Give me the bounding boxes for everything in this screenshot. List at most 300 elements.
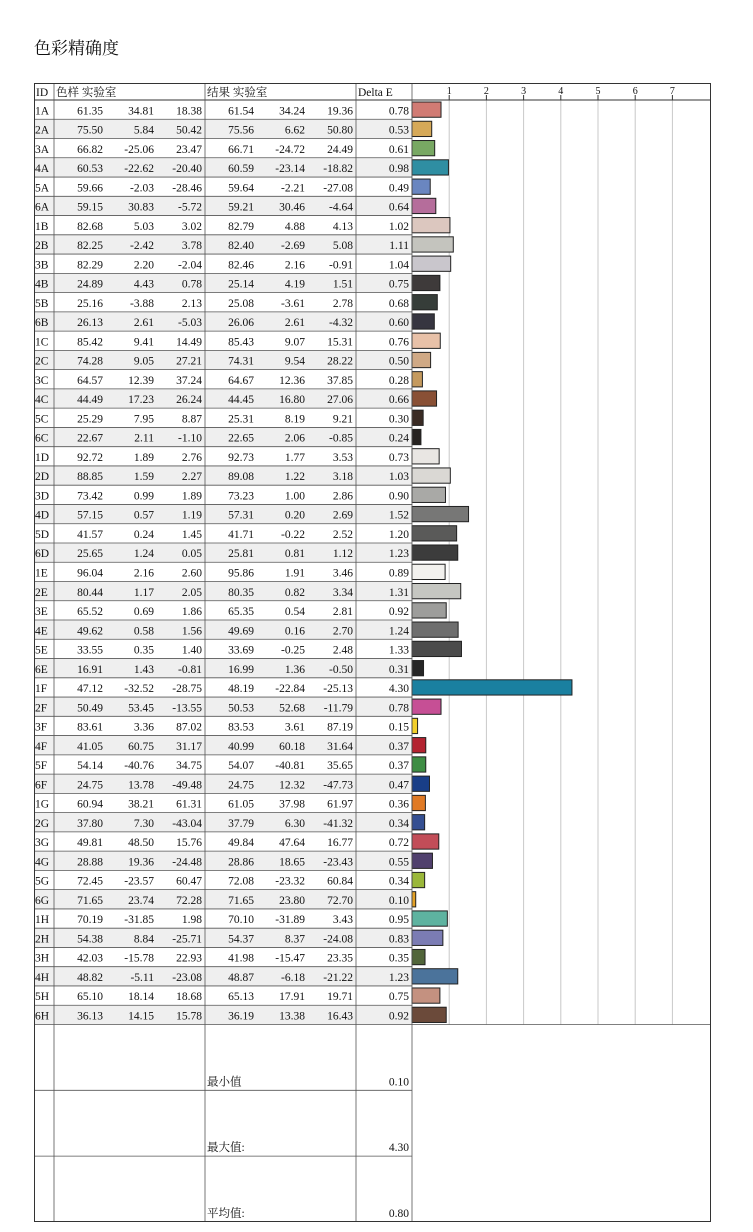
sample-lab-value: 9.05 xyxy=(133,355,154,368)
delta-e-bar xyxy=(412,237,453,252)
delta-e-value: 0.75 xyxy=(388,991,409,1004)
delta-e-value: 1.20 xyxy=(388,528,409,541)
sample-lab-value: -13.55 xyxy=(172,702,202,715)
result-lab-value: 72.08 xyxy=(228,875,254,888)
sample-lab-value: 2.05 xyxy=(181,586,202,599)
delta-e-value: 0.15 xyxy=(388,721,409,734)
sample-lab-value: -23.08 xyxy=(172,971,202,984)
sample-lab-value: 87.02 xyxy=(176,721,202,734)
result-lab-value: 9.21 xyxy=(332,413,353,426)
delta-e-bar xyxy=(412,121,432,136)
result-lab-value: 47.64 xyxy=(279,837,305,850)
delta-e-bar xyxy=(412,564,445,579)
row-id: 3C xyxy=(35,374,49,387)
delta-e-bar xyxy=(412,641,461,656)
sample-lab-value: 3.36 xyxy=(133,721,154,734)
sample-lab-value: 30.83 xyxy=(128,201,154,214)
result-lab-value: 3.53 xyxy=(332,451,353,464)
result-lab-value: 61.05 xyxy=(228,798,254,811)
row-id: 4F xyxy=(35,740,48,753)
result-lab-value: 49.69 xyxy=(228,625,254,638)
row-id: 1E xyxy=(35,567,48,580)
result-lab-value: 27.06 xyxy=(327,394,353,407)
result-lab-value: 2.52 xyxy=(332,528,353,541)
delta-e-value: 0.47 xyxy=(388,779,409,792)
sample-lab-value: 7.30 xyxy=(133,817,154,830)
sample-lab-value: 22.93 xyxy=(176,952,202,965)
sample-lab-value: -25.06 xyxy=(124,143,154,156)
result-lab-value: 3.46 xyxy=(332,567,353,580)
delta-e-value: 0.60 xyxy=(388,317,409,330)
header-result-lab: 结果 实验室 xyxy=(207,87,268,99)
delta-e-bar xyxy=(412,680,572,695)
delta-e-value: 1.03 xyxy=(388,471,409,484)
row-id: 6A xyxy=(35,201,50,214)
sample-lab-value: 1.45 xyxy=(181,528,202,541)
delta-e-bar xyxy=(412,487,445,502)
summary-value: 4.30 xyxy=(388,1142,409,1155)
result-lab-value: 12.32 xyxy=(279,779,305,792)
delta-e-bar xyxy=(412,969,458,984)
sample-lab-value: 0.24 xyxy=(133,528,154,541)
sample-lab-value: 14.49 xyxy=(176,336,202,349)
sample-lab-value: 74.28 xyxy=(77,355,103,368)
sample-lab-value: 15.76 xyxy=(176,837,202,850)
result-lab-value: 25.31 xyxy=(228,413,254,426)
delta-e-bar xyxy=(412,333,440,348)
sample-lab-value: 88.85 xyxy=(77,471,103,484)
sample-lab-value: 60.53 xyxy=(77,163,103,176)
sample-lab-value: 1.86 xyxy=(181,606,202,619)
sample-lab-value: 83.61 xyxy=(77,721,103,734)
row-id: 4C xyxy=(35,394,49,407)
delta-e-value: 1.33 xyxy=(388,644,409,657)
sample-lab-value: 18.14 xyxy=(128,991,154,1004)
sample-lab-value: 0.05 xyxy=(181,548,202,561)
delta-e-value: 0.64 xyxy=(388,201,409,214)
result-lab-value: 82.46 xyxy=(228,259,254,272)
delta-e-bar xyxy=(412,198,436,213)
delta-e-value: 0.76 xyxy=(388,336,409,349)
sample-lab-value: 72.45 xyxy=(77,875,103,888)
result-lab-value: 64.67 xyxy=(228,374,254,387)
result-lab-value: 48.87 xyxy=(228,971,254,984)
sample-lab-value: 4.43 xyxy=(133,278,154,291)
sample-lab-value: 1.98 xyxy=(181,914,202,927)
row-id: 1D xyxy=(35,451,50,464)
row-id: 5G xyxy=(35,875,50,888)
delta-e-bar xyxy=(412,988,440,1003)
delta-e-bar xyxy=(412,410,423,425)
result-lab-value: 35.65 xyxy=(327,760,353,773)
result-lab-value: 0.81 xyxy=(284,548,305,561)
delta-e-bar xyxy=(412,506,469,521)
sample-lab-value: -2.03 xyxy=(130,182,154,195)
delta-e-value: 0.61 xyxy=(388,143,409,156)
result-lab-value: 16.80 xyxy=(279,394,305,407)
row-id: 5F xyxy=(35,760,48,773)
summary-label: 最大值: xyxy=(207,1142,245,1155)
result-lab-value: 73.23 xyxy=(228,490,254,503)
result-lab-value: 28.22 xyxy=(327,355,353,368)
sample-lab-value: 5.03 xyxy=(133,220,154,233)
result-lab-value: 0.20 xyxy=(284,509,305,522)
result-lab-value: 2.81 xyxy=(332,606,353,619)
row-id: 4A xyxy=(35,163,50,176)
sample-lab-value: 38.21 xyxy=(128,798,154,811)
result-lab-value: 71.65 xyxy=(228,894,254,907)
sample-lab-value: 70.19 xyxy=(77,914,103,927)
result-lab-value: 61.54 xyxy=(228,105,254,118)
delta-e-value: 0.98 xyxy=(388,163,409,176)
sample-lab-value: -0.81 xyxy=(178,663,202,676)
sample-lab-value: 13.78 xyxy=(128,779,154,792)
sample-lab-value: -40.76 xyxy=(124,760,154,773)
result-lab-value: 54.37 xyxy=(228,933,254,946)
delta-e-value: 0.83 xyxy=(388,933,409,946)
sample-lab-value: 1.59 xyxy=(133,471,154,484)
delta-e-value: 1.31 xyxy=(388,586,409,599)
result-lab-value: 80.35 xyxy=(228,586,254,599)
result-lab-value: -22.84 xyxy=(275,683,305,696)
delta-e-value: 0.75 xyxy=(388,278,409,291)
row-id: 1F xyxy=(35,683,48,696)
delta-e-bar xyxy=(412,699,441,714)
sample-lab-value: 1.24 xyxy=(133,548,154,561)
sample-lab-value: 12.39 xyxy=(128,374,154,387)
sample-lab-value: 1.89 xyxy=(133,451,154,464)
delta-e-chart xyxy=(34,83,711,1222)
result-lab-value: 25.08 xyxy=(228,297,254,310)
sample-lab-value: 27.21 xyxy=(176,355,202,368)
sample-lab-value: -5.11 xyxy=(130,971,154,984)
result-lab-value: 40.99 xyxy=(228,740,254,753)
sample-lab-value: 50.49 xyxy=(77,702,103,715)
result-lab-value: 4.88 xyxy=(284,220,305,233)
result-lab-value: 74.31 xyxy=(228,355,254,368)
result-lab-value: -31.89 xyxy=(275,914,305,927)
delta-e-value: 1.52 xyxy=(388,509,409,522)
delta-e-bar xyxy=(412,834,439,849)
sample-lab-value: 24.75 xyxy=(77,779,103,792)
header-id: ID xyxy=(36,87,49,99)
result-lab-value: 44.45 xyxy=(228,394,254,407)
delta-e-bar xyxy=(412,141,435,156)
sample-lab-value: 22.67 xyxy=(77,432,103,445)
row-id: 2H xyxy=(35,933,50,946)
result-lab-value: 4.19 xyxy=(284,278,305,291)
sample-lab-value: 0.78 xyxy=(181,278,202,291)
row-id: 6D xyxy=(35,548,50,561)
result-lab-value: -25.13 xyxy=(323,683,353,696)
result-lab-value: 2.48 xyxy=(332,644,353,657)
sample-lab-value: 82.25 xyxy=(77,240,103,253)
result-lab-value: -4.64 xyxy=(329,201,353,214)
result-lab-value: 23.80 xyxy=(279,894,305,907)
sample-lab-value: 53.45 xyxy=(128,702,154,715)
row-id: 2D xyxy=(35,471,50,484)
summary-value: 0.80 xyxy=(388,1208,409,1220)
result-lab-value: 16.77 xyxy=(327,837,353,850)
result-lab-value: 70.10 xyxy=(228,914,254,927)
axis-tick-label: 6 xyxy=(632,86,638,97)
row-id: 2A xyxy=(35,124,50,137)
delta-e-bar xyxy=(412,275,440,290)
delta-e-bar xyxy=(412,526,457,541)
delta-e-value: 1.23 xyxy=(388,548,409,561)
sample-lab-value: 25.16 xyxy=(77,297,103,310)
delta-e-bar xyxy=(412,545,458,560)
result-lab-value: 3.43 xyxy=(332,914,353,927)
sample-lab-value: 31.17 xyxy=(176,740,202,753)
page-title: 色彩精确度 xyxy=(34,39,119,59)
row-id: 3A xyxy=(35,143,50,156)
delta-e-value: 1.11 xyxy=(389,240,409,253)
delta-e-value: 0.66 xyxy=(388,394,409,407)
delta-e-value: 0.90 xyxy=(388,490,409,503)
delta-e-value: 0.92 xyxy=(388,1010,409,1023)
sample-lab-value: 60.94 xyxy=(77,798,103,811)
result-lab-value: 41.98 xyxy=(228,952,254,965)
delta-e-value: 1.02 xyxy=(388,220,409,233)
delta-e-value: 0.78 xyxy=(388,702,409,715)
result-lab-value: -23.43 xyxy=(323,856,353,869)
result-lab-value: 3.34 xyxy=(332,586,353,599)
result-lab-value: -4.32 xyxy=(329,317,353,330)
result-lab-value: 92.73 xyxy=(228,451,254,464)
result-lab-value: 59.64 xyxy=(228,182,254,195)
result-lab-value: -24.72 xyxy=(275,143,305,156)
sample-lab-value: 61.35 xyxy=(77,105,103,118)
result-lab-value: 50.53 xyxy=(228,702,254,715)
sample-lab-value: -5.72 xyxy=(178,201,202,214)
result-lab-value: 60.59 xyxy=(228,163,254,176)
delta-e-bar xyxy=(412,892,416,907)
sample-lab-value: 18.68 xyxy=(176,991,202,1004)
sample-lab-value: 64.57 xyxy=(77,374,103,387)
sample-lab-value: 7.95 xyxy=(133,413,154,426)
delta-e-bar xyxy=(412,1007,446,1022)
result-lab-value: -0.25 xyxy=(281,644,305,657)
result-lab-value: 2.78 xyxy=(332,297,353,310)
sample-lab-value: 19.36 xyxy=(128,856,154,869)
result-lab-value: -0.85 xyxy=(329,432,353,445)
axis-tick-label: 5 xyxy=(595,86,601,97)
row-id: 3G xyxy=(35,837,50,850)
result-lab-value: 26.06 xyxy=(228,317,254,330)
sample-lab-value: 96.04 xyxy=(77,567,103,580)
delta-e-value: 0.35 xyxy=(388,952,409,965)
result-lab-value: 2.86 xyxy=(332,490,353,503)
sample-lab-value: 2.11 xyxy=(134,432,154,445)
result-lab-value: 65.35 xyxy=(228,606,254,619)
row-id: 3B xyxy=(35,259,49,272)
delta-e-bar xyxy=(412,661,424,676)
sample-lab-value: 61.31 xyxy=(176,798,202,811)
sample-lab-value: -43.04 xyxy=(172,817,202,830)
result-lab-value: 60.18 xyxy=(279,740,305,753)
sample-lab-value: -49.48 xyxy=(172,779,202,792)
result-lab-value: 1.36 xyxy=(284,663,305,676)
result-lab-value: 85.43 xyxy=(228,336,254,349)
sample-lab-value: 3.02 xyxy=(181,220,202,233)
result-lab-value: 37.79 xyxy=(228,817,254,830)
result-lab-value: 23.35 xyxy=(327,952,353,965)
delta-e-bar xyxy=(412,795,425,810)
row-id: 3F xyxy=(35,721,48,734)
row-id: 1A xyxy=(35,105,50,118)
sample-lab-value: -23.57 xyxy=(124,875,154,888)
sample-lab-value: -22.62 xyxy=(124,163,154,176)
row-id: 6F xyxy=(35,779,48,792)
delta-e-bar xyxy=(412,776,429,791)
axis-tick-label: 2 xyxy=(483,86,489,97)
result-lab-value: 2.69 xyxy=(332,509,353,522)
result-lab-value: 52.68 xyxy=(279,702,305,715)
sample-lab-value: 1.43 xyxy=(133,663,154,676)
sample-lab-value: 1.56 xyxy=(181,625,202,638)
row-id: 2B xyxy=(35,240,49,253)
row-id: 5H xyxy=(35,991,50,1004)
result-lab-value: 0.54 xyxy=(284,606,305,619)
summary-label: 最小值 xyxy=(207,1076,242,1089)
row-id: 5E xyxy=(35,644,48,657)
result-lab-value: 13.38 xyxy=(279,1010,305,1023)
result-lab-value: 65.13 xyxy=(228,991,254,1004)
sample-lab-value: 2.27 xyxy=(181,471,202,484)
sample-lab-value: 25.29 xyxy=(77,413,103,426)
sample-lab-value: 14.15 xyxy=(128,1010,154,1023)
row-id: 5A xyxy=(35,182,50,195)
result-lab-value: 87.19 xyxy=(327,721,353,734)
result-lab-value: -6.18 xyxy=(281,971,305,984)
sample-lab-value: 33.55 xyxy=(77,644,103,657)
sample-lab-value: 80.44 xyxy=(77,586,103,599)
sample-lab-value: 71.65 xyxy=(77,894,103,907)
sample-lab-value: 16.91 xyxy=(77,663,103,676)
delta-e-bar xyxy=(412,930,443,945)
row-id: 4G xyxy=(35,856,50,869)
result-lab-value: 0.16 xyxy=(284,625,305,638)
sample-lab-value: 17.23 xyxy=(128,394,154,407)
result-lab-value: -0.22 xyxy=(281,528,305,541)
result-lab-value: 8.37 xyxy=(284,933,305,946)
sample-lab-value: 8.87 xyxy=(181,413,202,426)
row-id: 4B xyxy=(35,278,49,291)
delta-e-bar xyxy=(412,102,441,117)
result-lab-value: -0.91 xyxy=(329,259,353,272)
sample-lab-value: 2.16 xyxy=(133,567,154,580)
delta-e-bar xyxy=(412,352,431,367)
result-lab-value: 59.21 xyxy=(228,201,254,214)
delta-e-bar xyxy=(412,295,437,310)
delta-e-bar xyxy=(412,218,450,233)
axis-tick-label: 1 xyxy=(446,86,452,97)
row-id: 5B xyxy=(35,297,49,310)
row-id: 1B xyxy=(35,220,49,233)
sample-lab-value: 37.80 xyxy=(77,817,103,830)
delta-e-bar xyxy=(412,391,437,406)
sample-lab-value: -31.85 xyxy=(124,914,154,927)
result-lab-value: 19.36 xyxy=(327,105,353,118)
result-lab-value: 16.43 xyxy=(327,1010,353,1023)
sample-lab-value: 59.66 xyxy=(77,182,103,195)
sample-lab-value: 48.82 xyxy=(77,971,103,984)
result-lab-value: -27.08 xyxy=(323,182,353,195)
result-lab-value: 1.00 xyxy=(284,490,305,503)
row-id: 6G xyxy=(35,894,50,907)
result-lab-value: 2.16 xyxy=(284,259,305,272)
delta-e-value: 0.49 xyxy=(388,182,409,195)
sample-lab-value: 34.81 xyxy=(128,105,154,118)
sample-lab-value: 0.99 xyxy=(133,490,154,503)
sample-lab-value: 72.28 xyxy=(176,894,202,907)
delta-e-bar xyxy=(412,584,461,599)
sample-lab-value: -28.75 xyxy=(172,683,202,696)
sample-lab-value: 34.75 xyxy=(176,760,202,773)
result-lab-value: 61.97 xyxy=(327,798,353,811)
sample-lab-value: -20.40 xyxy=(172,163,202,176)
delta-e-value: 0.89 xyxy=(388,567,409,580)
sample-lab-value: 5.84 xyxy=(133,124,154,137)
delta-e-value: 1.23 xyxy=(388,971,409,984)
sample-lab-value: 1.40 xyxy=(181,644,202,657)
sample-lab-value: 92.72 xyxy=(77,451,103,464)
sample-lab-value: 37.24 xyxy=(176,374,202,387)
result-lab-value: 49.84 xyxy=(228,837,254,850)
result-lab-value: -23.14 xyxy=(275,163,305,176)
row-id: 2E xyxy=(35,586,48,599)
sample-lab-value: -32.52 xyxy=(124,683,154,696)
result-lab-value: 50.80 xyxy=(327,124,353,137)
delta-e-bar xyxy=(412,718,418,733)
sample-lab-value: 2.61 xyxy=(133,317,154,330)
sample-lab-value: 44.49 xyxy=(77,394,103,407)
result-lab-value: 48.19 xyxy=(228,683,254,696)
row-id: 6H xyxy=(35,1010,50,1023)
sample-lab-value: 26.24 xyxy=(176,394,202,407)
sample-lab-value: 0.57 xyxy=(133,509,154,522)
delta-e-bar xyxy=(412,314,434,329)
sample-lab-value: 2.60 xyxy=(181,567,202,580)
result-lab-value: -2.21 xyxy=(281,182,305,195)
sample-lab-value: 2.76 xyxy=(181,451,202,464)
row-id: 1G xyxy=(35,798,50,811)
result-lab-value: -15.47 xyxy=(275,952,305,965)
delta-e-bar xyxy=(412,757,426,772)
result-lab-value: 16.99 xyxy=(228,663,254,676)
delta-e-value: 0.36 xyxy=(388,798,409,811)
color-accuracy-table xyxy=(34,83,711,1222)
delta-e-bar xyxy=(412,853,432,868)
result-lab-value: -11.79 xyxy=(323,702,353,715)
row-id: 2C xyxy=(35,355,49,368)
delta-e-value: 1.04 xyxy=(388,259,409,272)
sample-lab-value: 9.41 xyxy=(133,336,154,349)
delta-e-value: 0.50 xyxy=(388,355,409,368)
row-id: 1H xyxy=(35,914,50,927)
result-lab-value: 3.18 xyxy=(332,471,353,484)
result-lab-value: 5.08 xyxy=(332,240,353,253)
result-lab-value: 30.46 xyxy=(279,201,305,214)
sample-lab-value: 65.10 xyxy=(77,991,103,1004)
row-id: 5D xyxy=(35,528,50,541)
result-lab-value: 1.12 xyxy=(332,548,353,561)
row-id: 4E xyxy=(35,625,48,638)
sample-lab-value: -2.42 xyxy=(130,240,154,253)
result-lab-value: 2.06 xyxy=(284,432,305,445)
delta-e-bar xyxy=(412,429,421,444)
